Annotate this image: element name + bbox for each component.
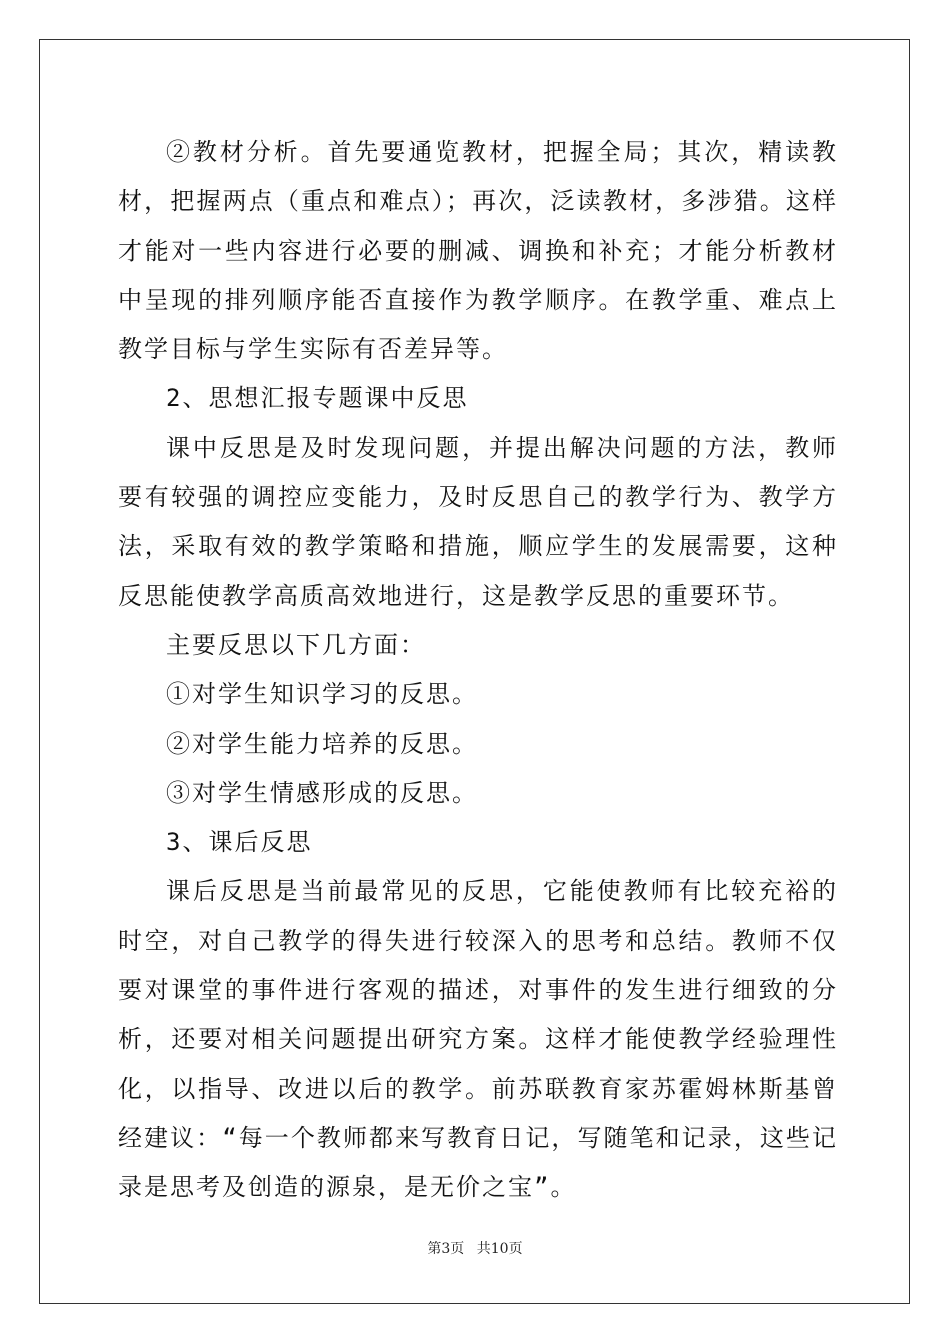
heading-in-class-reflection: 2、思想汇报专题课中反思: [166, 384, 469, 413]
page-footer: [0, 1238, 950, 1258]
list-item-emotion: ③对学生情感形成的反思。: [166, 778, 478, 807]
paragraph-main-aspects: 主要反思以下几方面：: [166, 630, 426, 659]
list-item-ability: ②对学生能力培养的反思。: [166, 729, 478, 758]
paragraph-textbook-analysis: ②教材分析。首先要通览教材，把握全局；其次，精读教材，把握两点（重点和难点）；再次，泛读教材，多涉猎。这样才能对一些内容进行必要的删减、调换和补充；才能分析教材中呈现的排列顺序能否直接作为教学顺序。在教学重、难点上教学目标与学生实际有否差异等。: [118, 138, 838, 364]
paragraph-after-class-reflection: 课后反思是当前最常见的反思，它能使教师有比较充裕的时空，对自己教学的得失进行较深入的思考和总结。教师不仅要对课堂的事件进行客观的描述，对事件的发生进行细致的分析，还要对相关问题提出研究方案。这样才能使教学经验理性化，以指导、改进以后的教学。前苏联教育家苏霍姆林斯基曾经建议：“每一个教师都来写教育日记，写随笔和记录，这些记录是思考及创造的源泉，是无价之宝”。: [118, 877, 838, 1202]
heading-after-class-reflection: 3、课后反思: [166, 828, 313, 857]
document-body: [118, 128, 838, 1213]
current-page-number: 第3页: [427, 1241, 465, 1257]
list-item-knowledge: ①对学生知识学习的反思。: [166, 680, 478, 709]
paragraph-in-class-reflection: 课中反思是及时发现问题，并提出解决问题的方法，教师要有较强的调控应变能力，及时反思自己的教学行为、教学方法，采取有效的教学策略和措施，顺应学生的发展需要，这种反思能使教学高质高效地进行，这是教学反思的重要环节。: [118, 433, 838, 610]
total-page-count: 共10页: [476, 1241, 523, 1257]
